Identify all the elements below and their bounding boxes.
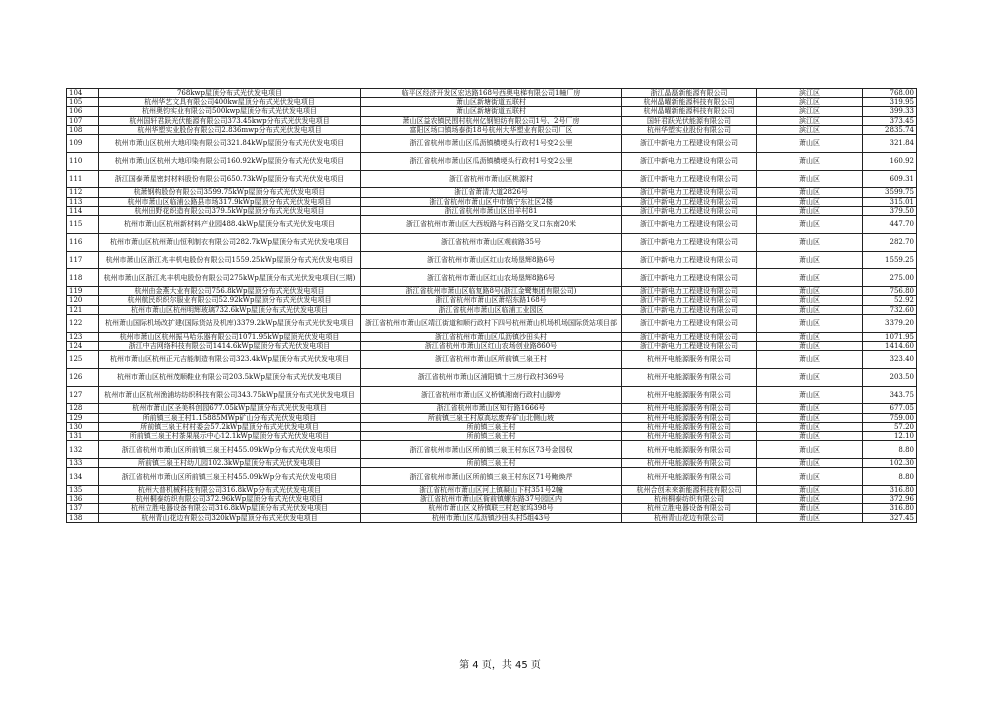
district-cell: 滨江区	[757, 98, 863, 107]
project-address-cell: 浙江省杭州市萧山区红山农场垦辉8路6号	[361, 269, 622, 287]
table-row	[67, 413, 917, 422]
construction-company-cell: 杭州开电能源服务有限公司	[622, 404, 757, 413]
installed-capacity-cell: 282.70	[863, 233, 917, 251]
district-cell: 萧山区	[757, 513, 863, 522]
project-name-cell: 杭州市萧山区杭州振马哈乐器有限公司1071.95kWp屋顶光伏发电项目	[99, 332, 361, 341]
row-number-cell: 122	[67, 314, 99, 332]
district-cell: 萧山区	[757, 468, 863, 486]
project-address-cell: 浙江省杭州市萧山区河上镇凝山下村351号2幢	[361, 486, 622, 495]
installed-capacity-cell: 52.92	[863, 296, 917, 305]
row-number-cell: 135	[67, 486, 99, 495]
installed-capacity-cell: 12.10	[863, 432, 917, 441]
table-row	[67, 314, 917, 332]
row-number-cell: 115	[67, 216, 99, 234]
installed-capacity-cell: 1071.95	[863, 332, 917, 341]
district-cell: 萧山区	[757, 269, 863, 287]
table-row	[67, 341, 917, 350]
row-number-cell: 138	[67, 513, 99, 522]
project-name-cell: 浙江省杭州市萧山区所前镇三泉王村455.09kWp分布式光伏发电项目	[99, 441, 361, 459]
district-cell: 萧山区	[757, 404, 863, 413]
project-name-cell: 所前镇三泉王村村委会57.2kWp屋顶分布式光伏发电项目	[99, 422, 361, 431]
table-row	[67, 152, 917, 170]
project-address-cell: 杭州市萧山区瓜沥镇沙田头村5组43号	[361, 513, 622, 522]
project-name-cell: 768kwp屋顶分布式光伏发电项目	[99, 89, 361, 98]
project-address-cell: 浙江省杭州市萧山区萧绍东路168号	[361, 296, 622, 305]
table-row	[67, 197, 917, 206]
page-number: 第 4 页，共 45 页	[459, 660, 541, 671]
project-address-cell: 所前镇三泉王村原高坛废弃矿山北侧山坡	[361, 413, 622, 422]
construction-company-cell: 浙江中新电力工程建设有限公司	[622, 341, 757, 350]
table-row	[67, 206, 917, 215]
project-name-cell: 杭州市萧山区圣美科创园677.05kWp屋顶分布式光伏发电项目	[99, 404, 361, 413]
project-address-cell: 萧山区新塘街道五联村	[361, 107, 622, 116]
installed-capacity-cell: 327.45	[863, 513, 917, 522]
district-cell: 萧山区	[757, 251, 863, 269]
project-name-cell: 杭州立胜电器设备有限公司316.8kWp屋顶分布式光伏发电项目	[99, 504, 361, 513]
project-table-body	[67, 89, 917, 523]
construction-company-cell: 杭州晶曜新能源科技有限公司	[622, 107, 757, 116]
project-name-cell: 杭州桐泰纺织有限公司372.96kWp屋顶分布式光伏发电项目	[99, 495, 361, 504]
table-row	[67, 486, 917, 495]
project-name-cell: 杭州田野花织造有限公司379.5kWp屋顶分布式光伏发电项目	[99, 206, 361, 215]
district-cell: 萧山区	[757, 432, 863, 441]
row-number-cell: 105	[67, 98, 99, 107]
project-name-cell: 浙江省杭州市萧山区所前镇三泉王村455.09kWp分布式光伏发电项目	[99, 468, 361, 486]
project-name-cell: 杭州市萧山区杭州正元吉能制造有限公司323.4kWp屋顶分布式光伏发电项目	[99, 351, 361, 369]
district-cell: 滨江区	[757, 125, 863, 134]
project-name-cell: 杭州由金燕大业有限公司756.8kWp屋顶分布式光伏发电项目	[99, 287, 361, 296]
project-address-cell: 浙江省杭州市萧山区义桥镇湘南行政村山脚旁	[361, 386, 622, 404]
table-row	[67, 305, 917, 314]
row-number-cell: 129	[67, 413, 99, 422]
row-number-cell: 107	[67, 116, 99, 125]
construction-company-cell: 浙江中新电力工程建设有限公司	[622, 314, 757, 332]
row-number-cell: 118	[67, 269, 99, 287]
table-row	[67, 296, 917, 305]
installed-capacity-cell: 379.50	[863, 206, 917, 215]
table-row	[67, 188, 917, 197]
construction-company-cell: 浙江中新电力工程建设有限公司	[622, 269, 757, 287]
district-cell: 滨江区	[757, 116, 863, 125]
project-address-cell: 浙江省杭州市萧山区瓜沥镇横埂头行政村1号变2公里	[361, 152, 622, 170]
installed-capacity-cell: 372.96	[863, 495, 917, 504]
table-row	[67, 422, 917, 431]
project-table	[66, 88, 917, 523]
project-name-cell: 杭州青山花边有限公司320kWp屋顶分布式光伏发电项目	[99, 513, 361, 522]
project-address-cell: 浙江省杭州市萧山区田羊村81	[361, 206, 622, 215]
row-number-cell: 109	[67, 135, 99, 153]
installed-capacity-cell: 315.01	[863, 197, 917, 206]
construction-company-cell: 杭州开电能源服务有限公司	[622, 413, 757, 422]
project-address-cell: 萧山区新塘街道五联村	[361, 98, 622, 107]
district-cell: 萧山区	[757, 197, 863, 206]
construction-company-cell: 浙江中新电力工程建设有限公司	[622, 233, 757, 251]
table-row	[67, 332, 917, 341]
row-number-cell: 131	[67, 432, 99, 441]
construction-company-cell: 杭州开电能源服务有限公司	[622, 441, 757, 459]
project-address-cell: 浙江省杭州市萧山区桃源村	[361, 170, 622, 188]
row-number-cell: 106	[67, 107, 99, 116]
district-cell: 萧山区	[757, 459, 863, 468]
project-name-cell: 杭州市萧山区临浦公路县市场317.9kWp屋顶分布式光伏发电项目	[99, 197, 361, 206]
table-row	[67, 251, 917, 269]
table-row	[67, 368, 917, 386]
district-cell: 萧山区	[757, 504, 863, 513]
row-number-cell: 127	[67, 386, 99, 404]
district-cell: 萧山区	[757, 305, 863, 314]
district-cell: 萧山区	[757, 413, 863, 422]
row-number-cell: 136	[67, 495, 99, 504]
row-number-cell: 114	[67, 206, 99, 215]
district-cell: 滨江区	[757, 89, 863, 98]
project-name-cell: 浙江中吉网络科技有限公司1414.6kWp屋顶分布式光伏发电项目	[99, 341, 361, 350]
project-address-cell: 浙江省杭州市萧山区观前路35号	[361, 233, 622, 251]
project-name-cell: 杭州华塑实业股份有限公司2.836mwp分布式光伏发电项目	[99, 125, 361, 134]
district-cell: 萧山区	[757, 341, 863, 350]
row-number-cell: 126	[67, 368, 99, 386]
district-cell: 萧山区	[757, 386, 863, 404]
table-row	[67, 287, 917, 296]
district-cell: 萧山区	[757, 216, 863, 234]
installed-capacity-cell: 275.00	[863, 269, 917, 287]
table-row	[67, 170, 917, 188]
project-address-cell: 浙江省杭州市萧山区瓜沥镇横埂头行政村1号变2公里	[361, 135, 622, 153]
construction-company-cell: 杭州开电能源服务有限公司	[622, 422, 757, 431]
installed-capacity-cell: 203.50	[863, 368, 917, 386]
table-row	[67, 98, 917, 107]
construction-company-cell: 浙江中新电力工程建设有限公司	[622, 206, 757, 215]
project-name-cell: 杭州华艺文具有限公司400kw屋顶分布式光伏发电项目	[99, 98, 361, 107]
project-name-cell: 杭州市萧山区杭州渔浦坊纺织科技有限公司343.75kWp屋顶分布式光伏发电项目	[99, 386, 361, 404]
construction-company-cell: 杭州开电能源服务有限公司	[622, 386, 757, 404]
project-name-cell: 所前镇三泉王村幼儿园102.3kWp屋顶分布式光伏发电项目	[99, 459, 361, 468]
project-address-cell: 浙江省杭州市萧山区所前镇三泉王村东区71号鲍焕芹	[361, 468, 622, 486]
row-number-cell: 119	[67, 287, 99, 296]
installed-capacity-cell: 1559.25	[863, 251, 917, 269]
construction-company-cell: 浙江中新电力工程建设有限公司	[622, 287, 757, 296]
row-number-cell: 112	[67, 188, 99, 197]
district-cell: 萧山区	[757, 135, 863, 153]
construction-company-cell: 浙江中新电力工程建设有限公司	[622, 135, 757, 153]
project-address-cell: 浙江省杭州市萧山区中市镇宁东社区2楼	[361, 197, 622, 206]
table-row	[67, 504, 917, 513]
table-row	[67, 233, 917, 251]
project-address-cell: 所前镇三泉王村	[361, 459, 622, 468]
installed-capacity-cell: 8.80	[863, 441, 917, 459]
project-address-cell: 浙江省杭州市萧山区知行路1666号	[361, 404, 622, 413]
installed-capacity-cell: 316.80	[863, 486, 917, 495]
project-address-cell: 浙江省杭州市萧山区瓜沥镇沙田头村	[361, 332, 622, 341]
district-cell: 萧山区	[757, 152, 863, 170]
table-row	[67, 116, 917, 125]
construction-company-cell: 浙江中新电力工程建设有限公司	[622, 197, 757, 206]
installed-capacity-cell: 447.70	[863, 216, 917, 234]
row-number-cell: 125	[67, 351, 99, 369]
row-number-cell: 134	[67, 468, 99, 486]
row-number-cell: 137	[67, 504, 99, 513]
project-address-cell: 杭州市萧山区义桥镇联三村赵家坞398号	[361, 504, 622, 513]
project-address-cell: 浙江省杭州市萧山区所前镇三泉王村东区73号金园权	[361, 441, 622, 459]
project-address-cell: 浙江省杭州市萧山区靖江街道和顺行政村下四号杭州萧山机场机场国际货站项目部	[361, 314, 622, 332]
project-name-cell: 杭州大普机械科技有限公司316.8kWp分布式光伏发电项目	[99, 486, 361, 495]
district-cell: 萧山区	[757, 188, 863, 197]
district-cell: 萧山区	[757, 332, 863, 341]
project-name-cell: 所前镇三泉王村茶果展示中心12.1kWp屋顶分布式光伏发电项目	[99, 432, 361, 441]
construction-company-cell: 杭州桐泰纺织有限公司	[622, 495, 757, 504]
installed-capacity-cell: 609.31	[863, 170, 917, 188]
project-name-cell: 杭州市萧山区浙江兆丰机电股份有限公司275kWp屋顶分布式光伏发电项目(三期)	[99, 269, 361, 287]
installed-capacity-cell: 759.00	[863, 413, 917, 422]
row-number-cell: 117	[67, 251, 99, 269]
construction-company-cell: 国轩君跃光伏能源有限公司	[622, 116, 757, 125]
project-name-cell: 杭州航民织织尔服业有限公司52.92kWp屋顶分布式光伏发电项目	[99, 296, 361, 305]
row-number-cell: 113	[67, 197, 99, 206]
construction-company-cell: 浙江中新电力工程建设有限公司	[622, 216, 757, 234]
district-cell: 萧山区	[757, 441, 863, 459]
district-cell: 萧山区	[757, 206, 863, 215]
row-number-cell: 123	[67, 332, 99, 341]
project-address-cell: 浙江省杭州市萧山区浦阳镇十三房行政村369号	[361, 368, 622, 386]
district-cell: 萧山区	[757, 368, 863, 386]
installed-capacity-cell: 373.45	[863, 116, 917, 125]
project-address-cell: 临平区经济开发区宏达路168号西奥电梯有限公司1幢厂房	[361, 89, 622, 98]
project-name-cell: 杭州国轩君跃光伏能源有限公司373.45kwp分布式光伏发电项目	[99, 116, 361, 125]
table-row	[67, 269, 917, 287]
table-row	[67, 495, 917, 504]
installed-capacity-cell: 2835.74	[863, 125, 917, 134]
project-address-cell: 浙江省萧清大道2826号	[361, 188, 622, 197]
row-number-cell: 111	[67, 170, 99, 188]
district-cell: 萧山区	[757, 287, 863, 296]
installed-capacity-cell: 160.92	[863, 152, 917, 170]
district-cell: 萧山区	[757, 486, 863, 495]
project-name-cell: 杭萧钢构股份有限公司3599.75kWp屋顶分布式光伏发电项目	[99, 188, 361, 197]
project-name-cell: 杭州市萧山区杭州明辉玻璃732.6kWp屋顶分布式光伏发电项目	[99, 305, 361, 314]
project-name-cell: 杭州萧山国际机场改扩建(国际货站及机库)3379.2kWp屋顶分布式光伏发电项目	[99, 314, 361, 332]
project-address-cell: 富阳区场口镇场泰街18号杭州大华塑业有限公司厂区	[361, 125, 622, 134]
construction-company-cell: 浙江中新电力工程建设有限公司	[622, 296, 757, 305]
table-row	[67, 135, 917, 153]
installed-capacity-cell: 756.80	[863, 287, 917, 296]
project-address-cell: 萧山区益农镇民围村杭州亿钢钽纺有限公司1号、2号厂房	[361, 116, 622, 125]
row-number-cell: 132	[67, 441, 99, 459]
row-number-cell: 121	[67, 305, 99, 314]
project-name-cell: 杭州市萧山区杭州大地印染有限公司321.84kWp屋顶分布式光伏发电项目	[99, 135, 361, 153]
table-row	[67, 404, 917, 413]
table-row	[67, 459, 917, 468]
project-name-cell: 浙江国泰萧星密封材料股份有限公司650.73kWp屋顶分布式光伏发电项目	[99, 170, 361, 188]
project-address-cell: 浙江省杭州市萧山区临复路8号(浙江金鹭集团有限公司)	[361, 287, 622, 296]
project-address-cell: 浙江省杭州市萧山区红山农场垦辉8路6号	[361, 251, 622, 269]
construction-company-cell: 杭州华塑实业股份有限公司	[622, 125, 757, 134]
table-row	[67, 468, 917, 486]
construction-company-cell: 浙江中新电力工程建设有限公司	[622, 170, 757, 188]
table-row	[67, 89, 917, 98]
installed-capacity-cell: 323.40	[863, 351, 917, 369]
installed-capacity-cell: 321.84	[863, 135, 917, 153]
district-cell: 萧山区	[757, 495, 863, 504]
district-cell: 萧山区	[757, 296, 863, 305]
table-row	[67, 432, 917, 441]
project-name-cell: 杭州市萧山区杭州茂顺鞋业有限公司203.5kWp屋顶分布式光伏发电项目	[99, 368, 361, 386]
table-row	[67, 107, 917, 116]
project-name-cell: 杭州市萧山区杭州萧山恒利制衣有限公司282.7kWp屋顶分布式光伏发电项目	[99, 233, 361, 251]
construction-company-cell: 浙江中新电力工程建设有限公司	[622, 152, 757, 170]
construction-company-cell: 浙江中新电力工程建设有限公司	[622, 332, 757, 341]
construction-company-cell: 浙江晶磊新能源有限公司	[622, 89, 757, 98]
row-number-cell: 116	[67, 233, 99, 251]
construction-company-cell: 杭州开电能源服务有限公司	[622, 432, 757, 441]
installed-capacity-cell: 677.05	[863, 404, 917, 413]
construction-company-cell: 杭州立胜电器设备有限公司	[622, 504, 757, 513]
project-name-cell: 所前镇三泉王村1.15885MWp矿山分布式光伏发电项目	[99, 413, 361, 422]
table-row	[67, 513, 917, 522]
row-number-cell: 128	[67, 404, 99, 413]
table-row	[67, 441, 917, 459]
district-cell: 萧山区	[757, 170, 863, 188]
project-address-cell: 浙江省杭州市萧山区衙前镇螺东路37号园区内	[361, 495, 622, 504]
installed-capacity-cell: 319.95	[863, 98, 917, 107]
construction-company-cell: 杭州晶曜新能源科技有限公司	[622, 98, 757, 107]
installed-capacity-cell: 57.20	[863, 422, 917, 431]
district-cell: 萧山区	[757, 422, 863, 431]
table-row	[67, 351, 917, 369]
construction-company-cell: 浙江中新电力工程建设有限公司	[622, 251, 757, 269]
installed-capacity-cell: 343.75	[863, 386, 917, 404]
table-row	[67, 125, 917, 134]
installed-capacity-cell: 3379.20	[863, 314, 917, 332]
project-name-cell: 杭州市萧山区杭州新材料产业园488.4kWp屋顶分布式光伏发电项目	[99, 216, 361, 234]
construction-company-cell: 浙江中新电力工程建设有限公司	[622, 305, 757, 314]
construction-company-cell: 杭州开电能源服务有限公司	[622, 351, 757, 369]
project-address-cell: 所前镇三泉王村	[361, 422, 622, 431]
project-address-cell: 所前镇三泉王村	[361, 432, 622, 441]
table-row	[67, 386, 917, 404]
project-name-cell: 杭州市萧山区杭州大地印染有限公司160.92kWp屋顶分布式光伏发电项目	[99, 152, 361, 170]
row-number-cell: 104	[67, 89, 99, 98]
district-cell: 萧山区	[757, 233, 863, 251]
district-cell: 萧山区	[757, 314, 863, 332]
project-address-cell: 浙江省杭州市萧山区所前镇三泉王村	[361, 351, 622, 369]
installed-capacity-cell: 3599.75	[863, 188, 917, 197]
project-address-cell: 浙江省杭州市萧山区临浦工业园区	[361, 305, 622, 314]
installed-capacity-cell: 8.80	[863, 468, 917, 486]
project-name-cell: 杭州市萧山区浙江兆丰机电股份有限公司1559.25kWp屋顶分布式光伏发电项目	[99, 251, 361, 269]
district-cell: 滨江区	[757, 107, 863, 116]
row-number-cell: 130	[67, 422, 99, 431]
installed-capacity-cell: 768.00	[863, 89, 917, 98]
district-cell: 萧山区	[757, 351, 863, 369]
installed-capacity-cell: 1414.60	[863, 341, 917, 350]
row-number-cell: 110	[67, 152, 99, 170]
row-number-cell: 124	[67, 341, 99, 350]
installed-capacity-cell: 102.30	[863, 459, 917, 468]
row-number-cell: 133	[67, 459, 99, 468]
construction-company-cell: 杭州开电能源服务有限公司	[622, 468, 757, 486]
row-number-cell: 120	[67, 296, 99, 305]
construction-company-cell: 杭州开电能源服务有限公司	[622, 459, 757, 468]
row-number-cell: 108	[67, 125, 99, 134]
construction-company-cell: 杭州青山花边有限公司	[622, 513, 757, 522]
installed-capacity-cell: 399.33	[863, 107, 917, 116]
table-row	[67, 216, 917, 234]
project-address-cell: 浙江省杭州市萧山区红山农场创业路860号	[361, 341, 622, 350]
installed-capacity-cell: 732.60	[863, 305, 917, 314]
construction-company-cell: 杭州开电能源服务有限公司	[622, 368, 757, 386]
project-address-cell: 浙江省杭州市萧山区大西坂路与科百路交叉口东南20米	[361, 216, 622, 234]
project-name-cell: 杭州奥钧实业有限公司500kwp屋顶分布式光伏发电项目	[99, 107, 361, 116]
construction-company-cell: 浙江中新电力工程建设有限公司	[622, 188, 757, 197]
installed-capacity-cell: 316.80	[863, 504, 917, 513]
construction-company-cell: 杭州合创未来新能源科技有限公司	[622, 486, 757, 495]
